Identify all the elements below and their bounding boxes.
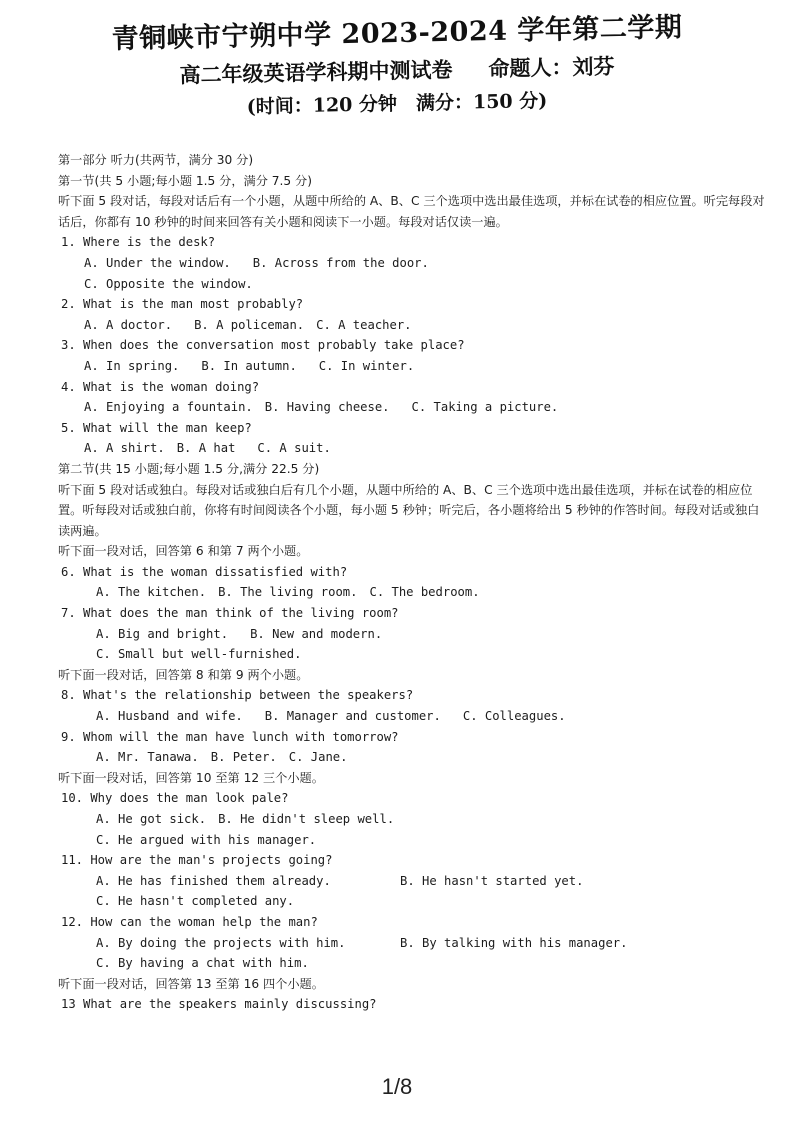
section2-instructions: 听下面 5 段对话或独白。每段对话或独白后有几个小题，从题中所给的 A、B、C 三个选项中选出最佳选项，并标在试卷的相应位置。听每段对话或独白前，你将有时间阅读各个小题，每小题 5 秒钟；听完后，各小题将给出 5 秒钟的作答时间。每段对话或独白读两遍。 [58, 482, 760, 538]
question-7-option-b: B. New and modern. [250, 626, 383, 641]
question-5-options [58, 438, 770, 459]
question-12-options-ab [58, 933, 770, 954]
question-5-option-c: C. A suit. [257, 441, 331, 456]
question-6-stem: 6. What is the woman dissatisfied with? [61, 564, 348, 579]
question-8-option-c: C. Colleagues. [462, 709, 566, 724]
question-4-stem: 4. What is the woman doing? [61, 379, 260, 394]
question-7-options-ab [58, 624, 770, 645]
exam-subtitle: 高二年级英语学科期中测试卷 [179, 56, 453, 88]
question-8-options [58, 706, 770, 727]
question-1-option-c: C. Opposite the window. [84, 276, 253, 291]
question-1-option-b: B. Across from the door. [252, 255, 429, 270]
dialog-9-intro: 听下面一段对话，回答第 13 至第 16 四个小题。 [58, 976, 324, 991]
question-10-options-ab [58, 809, 770, 830]
question-12-option-b: B. By talking with his manager. [400, 935, 628, 950]
exam-author: 命题人：刘芬 [488, 53, 615, 82]
question-4-options [58, 397, 770, 418]
question-1-stem: 1. Where is the desk? [61, 235, 216, 250]
question-6-option-b: B. The living room. [218, 585, 358, 600]
exam-time-info: (时间：120 分钟 满分：150 分) [246, 89, 548, 119]
dialog-7-intro: 听下面一段对话，回答第 8 和第 9 两个小题。 [58, 667, 309, 682]
question-10-option-c: C. He argued with his manager. [96, 832, 317, 847]
question-6-option-a: A. The kitchen. [96, 585, 207, 600]
question-2-option-b: B. A policeman. [194, 317, 305, 332]
dialog-8-intro: 听下面一段对话，回答第 10 至第 12 三个小题。 [58, 770, 324, 785]
question-11-option-b: B. He hasn't started yet. [400, 873, 584, 888]
question-11-options-ab [58, 871, 770, 892]
page-number: 1/8 [381, 1074, 413, 1099]
question-11-option-a: A. He has finished them already. [96, 873, 331, 888]
dialog-6-intro: 听下面一段对话，回答第 6 和第 7 两个小题。 [58, 544, 309, 559]
question-9-option-c: C. Jane. [288, 750, 348, 765]
section1-heading: 第一节(共 5 小题;每小题 1.5 分，满分 7.5 分) [58, 173, 313, 188]
question-10-option-a: A. He got sick. [96, 812, 207, 826]
question-2-option-a: A. A doctor. [84, 317, 173, 332]
question-3-option-b: B. In autumn. [201, 358, 297, 373]
question-10-option-b: B. He didn't sleep well. [218, 812, 395, 826]
question-9-options [58, 747, 770, 768]
question-7-option-a: A. Big and bright. [96, 626, 229, 641]
question-9-option-b: B. Peter. [210, 750, 277, 765]
question-4-option-a: A. Enjoying a fountain. [84, 400, 253, 415]
question-10-stem: 10. Why does the man look pale? [61, 791, 289, 806]
question-2-option-c: C. A teacher. [316, 317, 412, 332]
question-11-option-c: C. He hasn't completed any. [96, 894, 295, 909]
question-8-option-b: B. Manager and customer. [264, 709, 441, 724]
exam-header [0, 14, 794, 120]
section1-instructions: 听下面 5 段对话，每段对话后有一个小题，从题中所给的 A、B、C 三个选项中选出最佳选项，并标在试卷的相应位置。听完每段对话后，你都有 10 秒钟的时间来回答有关小题和阅读下一小题。每段对话仅读一遍。 [58, 194, 765, 229]
part1-heading: 第一部分 听力(共两节，满分 30 分) [58, 153, 254, 167]
question-7-stem: 7. What does the man think of the living room? [61, 606, 399, 621]
question-2-options [58, 315, 770, 336]
question-5-option-b: B. A hat [176, 441, 236, 456]
question-4-option-b: B. Having cheese. [264, 400, 390, 415]
question-5-option-a: A. A shirt. [84, 441, 165, 456]
question-13-stem: 13 What are the speakers mainly discussing? [61, 997, 377, 1012]
question-3-option-c: C. In winter. [318, 358, 415, 373]
question-6-option-c: C. The bedroom. [369, 585, 480, 600]
question-3-stem: 3. When does the conversation most probably take place? [61, 338, 465, 353]
question-5-stem: 5. What will the man keep? [61, 420, 252, 435]
question-11-stem: 11. How are the man's projects going? [61, 853, 333, 868]
question-9-option-a: A. Mr. Tanawa. [96, 750, 199, 765]
section2-heading: 第二节(共 15 小题;每小题 1.5 分,满分 22.5 分) [58, 461, 320, 476]
question-1-options-ab [58, 253, 770, 274]
question-2-stem: 2. What is the man most probably? [61, 297, 304, 312]
question-12-option-c: C. By having a chat with him. [96, 956, 309, 971]
question-9-stem: 9. Whom will the man have lunch with tomorrow? [61, 729, 399, 744]
question-6-options [58, 582, 770, 603]
question-8-option-a: A. Husband and wife. [96, 709, 243, 724]
question-12-stem: 12. How can the woman help the man? [61, 914, 318, 929]
question-7-option-c: C. Small but well-furnished. [96, 647, 302, 662]
question-1-option-a: A. Under the window. [84, 255, 231, 270]
question-4-option-c: C. Taking a picture. [411, 400, 559, 415]
exam-content [58, 150, 770, 1015]
question-3-options [58, 356, 770, 377]
exam-title: 青铜峡市宁朔中学 2023-2024 学年第二学期 [111, 12, 683, 55]
question-3-option-a: A. In spring. [84, 358, 180, 373]
question-8-stem: 8. What's the relationship between the speakers? [61, 688, 414, 703]
question-12-option-a: A. By doing the projects with him. [96, 935, 346, 950]
